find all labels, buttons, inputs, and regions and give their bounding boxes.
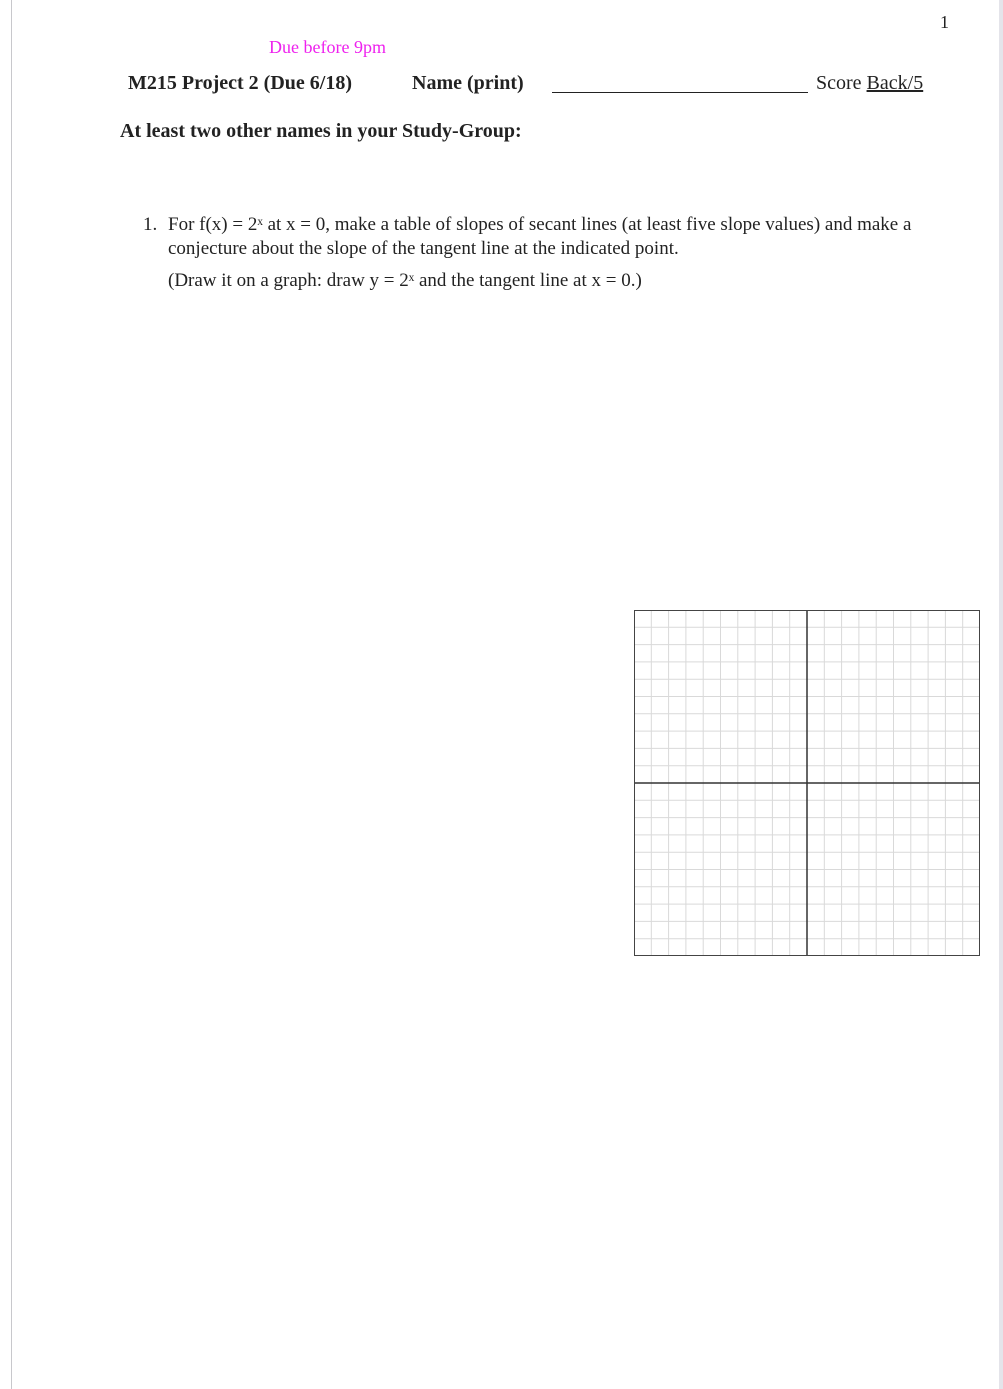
name-label: Name (print) bbox=[412, 72, 524, 94]
page-number: 1 bbox=[940, 12, 949, 32]
graph-grid-svg bbox=[634, 610, 980, 956]
graph-grid[interactable] bbox=[634, 610, 980, 956]
score bbox=[816, 72, 923, 95]
header bbox=[128, 72, 948, 98]
name-blank-line[interactable] bbox=[552, 92, 808, 93]
page-right-edge bbox=[999, 0, 1003, 1389]
problem-body bbox=[168, 213, 968, 293]
handwritten-annotation: Due before 9pm bbox=[269, 37, 386, 57]
problem-instruction: (Draw it on a graph: draw y = 2ˣ and the tangent line at x = 0.) bbox=[168, 270, 642, 291]
study-group-label: At least two other names in your Study-Group: bbox=[120, 120, 522, 142]
problem-number: 1. bbox=[143, 214, 158, 235]
page-left-border bbox=[11, 0, 12, 1389]
score-label: Score bbox=[816, 72, 862, 94]
problem-text: For f(x) = 2ˣ at x = 0, make a table of slopes of secant lines (at least five slope values) and make a conjecture about the slope of the tangent line at the indicated point. bbox=[168, 214, 912, 259]
assignment-title: M215 Project 2 (Due 6/18) bbox=[128, 72, 353, 94]
score-value: Back/5 bbox=[866, 72, 924, 94]
